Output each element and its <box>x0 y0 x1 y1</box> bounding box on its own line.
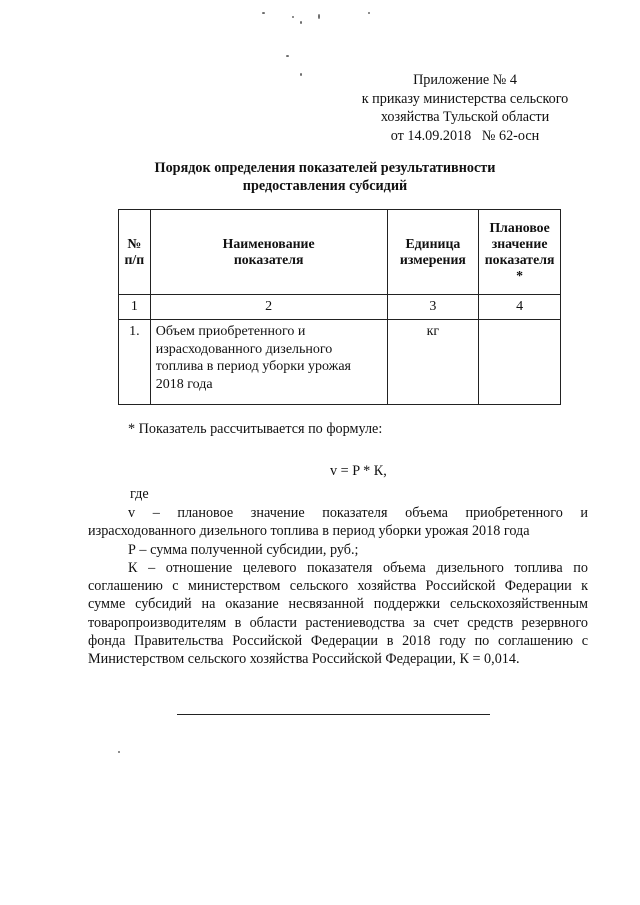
header-name: Наименование показателя <box>150 210 387 295</box>
definitions <box>88 504 588 669</box>
appendix-order-ref: к приказу министерства сельского <box>361 90 569 107</box>
title-line-2: предоставления субсидий <box>242 178 408 194</box>
scan-speck <box>118 751 120 753</box>
scan-speck <box>262 12 265 14</box>
formula-note: * Показатель рассчитывается по формуле: <box>128 421 383 437</box>
header-unit: Единица измерения <box>387 210 479 295</box>
definition-k: К – отношение целевого показателя объема дизельного топлива по соглашению с министерством сельского хозяйства Российской Федерации к сумме субсидий на оказание несвязанной поддержки сельскохозяйственным товаропроизводителям в области растениеводства за счет средств резервного фонда Правительства Российской Федерации в 2018 году по соглашению с Министерством сельского хозяйства Российской Федерации, К = 0,014. <box>88 559 588 668</box>
appendix-number: Приложение № 4 <box>413 72 517 88</box>
header-plan: Плановое значение показателя * <box>479 210 561 295</box>
row-indicator-name: Объем приобретенного и израсходованного дизельного топлива в период уборки урожая 2018 года <box>150 320 387 405</box>
document-title <box>120 159 530 195</box>
title-line-1: Порядок определения показателей результативности <box>154 160 496 176</box>
scan-speck <box>286 55 289 57</box>
column-number: 1 <box>119 295 151 320</box>
table-column-numbers-row <box>119 295 561 320</box>
definition-v: v – плановое значение показателя объема приобретенного и израсходованного дизельного топлива в период уборки урожая 2018 года <box>88 505 588 540</box>
scan-speck <box>300 21 302 24</box>
appendix-header <box>330 71 600 145</box>
where-label: где <box>130 486 149 502</box>
appendix-ministry: хозяйства Тульской области <box>380 109 550 125</box>
scan-speck <box>368 12 370 14</box>
indicators-table <box>118 209 561 405</box>
scan-speck <box>300 73 302 76</box>
table-header-row <box>119 210 561 295</box>
row-unit: кг <box>387 320 479 405</box>
row-number: 1. <box>119 320 151 405</box>
header-no: № п/п <box>119 210 151 295</box>
scan-speck <box>292 16 294 18</box>
scan-speck <box>318 14 320 19</box>
formula: v = P * К, <box>330 463 387 479</box>
column-number: 4 <box>479 295 561 320</box>
appendix-date-number: от 14.09.2018 № 62-осн <box>390 127 540 144</box>
definition-p: Р – сумма полученной субсидии, руб.; <box>128 541 359 558</box>
closing-rule <box>177 714 490 715</box>
table-row <box>119 320 561 405</box>
row-plan-value <box>479 320 561 405</box>
column-number: 2 <box>150 295 387 320</box>
column-number: 3 <box>387 295 479 320</box>
